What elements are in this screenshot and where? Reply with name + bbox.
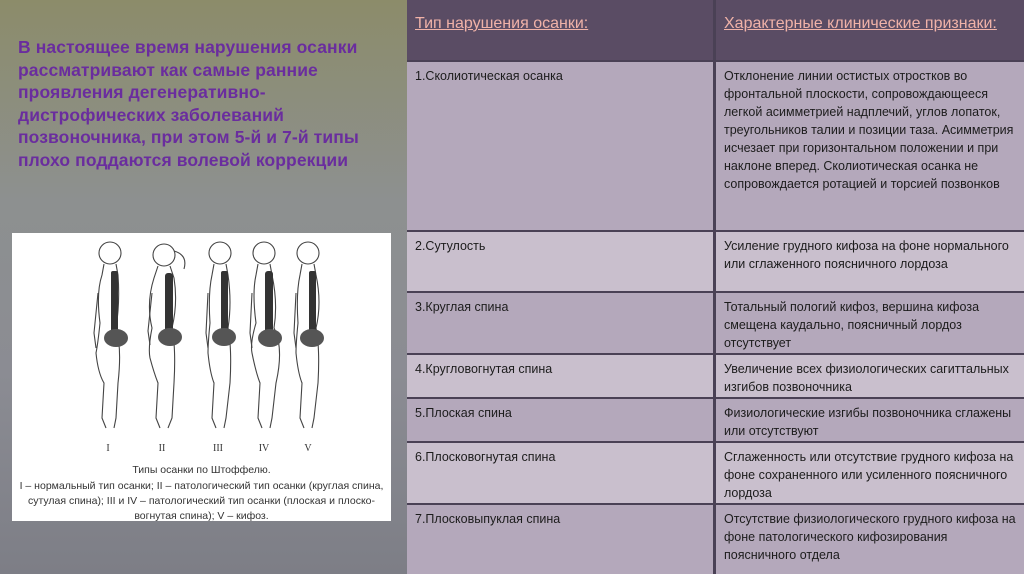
row-type: 7.Плосковыпуклая спина	[407, 505, 713, 574]
row-signs: Тотальный пологий кифоз, вершина кифоза смещена каудально, поясничный лордоз отсутствует	[716, 293, 1024, 353]
intro-paragraph: В настоящее время нарушения осанки рассматривают как самые ранние проявления дегенеративно-дистрофических заболеваний позвоночника, при этом 5-й и 7-й типы плохо поддаются волевой коррекции	[18, 37, 359, 170]
table-row	[407, 355, 1024, 397]
row-signs: Физиологические изгибы позвоночника сглажены или отсутствуют	[716, 399, 1024, 441]
table-header	[407, 0, 1024, 60]
roman-label-3: III	[213, 443, 223, 454]
header-signs: Характерные клинические признаки:	[716, 0, 1024, 60]
table-row	[407, 399, 1024, 441]
row-type: 3.Круглая спина	[407, 293, 713, 353]
posture-silhouettes	[12, 233, 391, 463]
table-row	[407, 232, 1024, 291]
roman-label-2: II	[158, 443, 166, 454]
figure-caption-title: Типы осанки по Штоффелю.	[132, 464, 271, 476]
table-row	[407, 293, 1024, 353]
row-signs: Сглаженность или отсутствие грудного кифоза на фоне сохраненного или усиленного поясничного лордоза	[716, 443, 1024, 503]
roman-label-4: IV	[258, 443, 270, 454]
table-row	[407, 505, 1024, 574]
row-type: 5.Плоская спина	[407, 399, 713, 441]
row-type: 2.Сутулость	[407, 232, 713, 291]
row-type: 1.Сколиотическая осанка	[407, 62, 713, 230]
row-type: 4.Кругловогнутая спина	[407, 355, 713, 397]
posture-types-figure	[12, 233, 391, 521]
roman-label-5: V	[304, 443, 312, 454]
row-signs: Усиление грудного кифоза на фоне нормального или сглаженного поясничного лордоза	[716, 232, 1024, 291]
figure-caption-body: I – нормальный тип осанки; II – патологический тип осанки (круглая спина, сутулая спина); III и IV – патологический тип осанки (плоская и плоско-вогнутая спина); V – кифоз.	[19, 480, 384, 522]
row-signs: Отклонение линии остистых отростков во фронтальной плоскости, сопровождающееся легкой асимметрией надплечий, углов лопаток, треугольников талии и позиции таза. Асимметрия исчезает при горизонтальном положении и при наклоне вперед. Сколиотическая осанка не сопровождается ротацией и торсией позвонков	[716, 62, 1024, 230]
table-row	[407, 62, 1024, 230]
figure-caption	[12, 463, 391, 524]
header-type: Тип нарушения осанки:	[407, 0, 713, 60]
row-signs: Увеличение всех физиологических сагиттальных изгибов позвоночника	[716, 355, 1024, 397]
roman-label-1: I	[106, 443, 110, 454]
table-row	[407, 443, 1024, 503]
row-signs: Отсутствие физиологического грудного кифоза на фоне патологического кифозирования поясничного отдела	[716, 505, 1024, 574]
row-type: 6.Плосковогнутая спина	[407, 443, 713, 503]
posture-table	[407, 0, 1024, 574]
